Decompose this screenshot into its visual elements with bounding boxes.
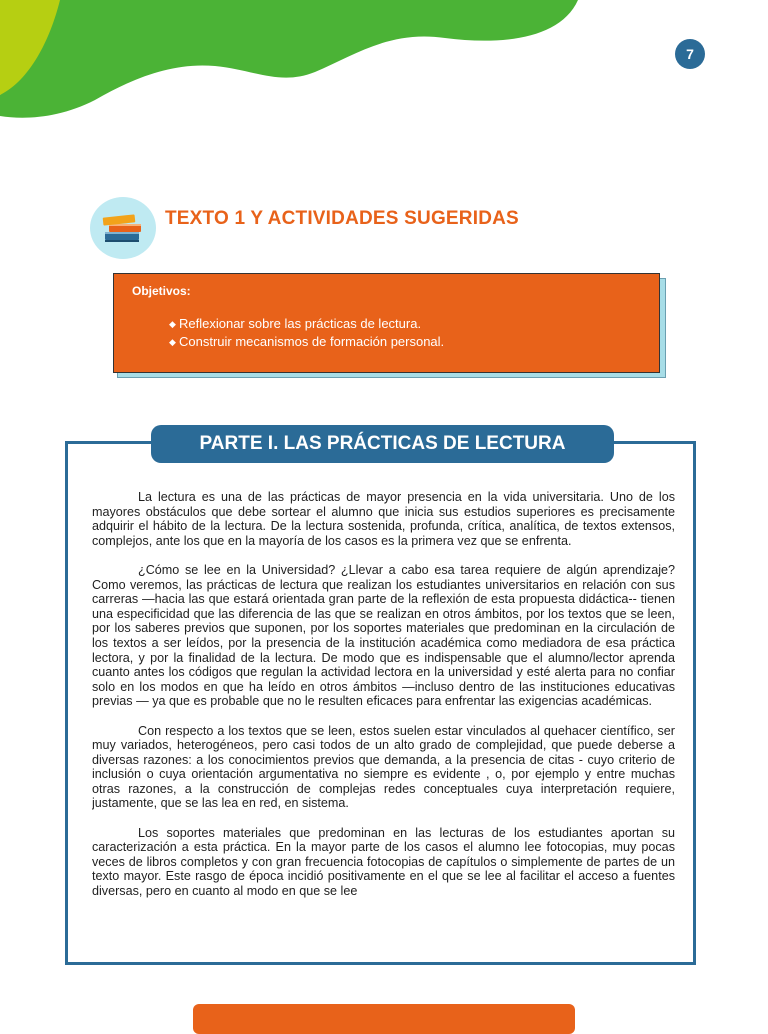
- objective-item: [169, 333, 444, 351]
- objective-text: Construir mecanismos de formación personal.: [179, 334, 445, 349]
- paragraph: Los soportes materiales que predominan en las lecturas de los estudiantes aportan su caracterización a esta práctica. En la mayor parte de los casos el alumno lee fotocopias, muy pocas veces de libros completos y con gran frecuencia fotocopias de capítulos o simplemente de partes de un texto mayor. Este rasgo de época incidió positivamente en el que se lee al facilitar el acceso a fuentes diversas, pero en cuanto al modo en que se lee: [92, 825, 675, 899]
- body-text: [92, 490, 675, 958]
- diamond-bullet-icon: ◆: [169, 337, 176, 347]
- bottom-orange-tab: [193, 1004, 575, 1034]
- objective-item: [169, 315, 444, 333]
- objective-text: Reflexionar sobre las prácticas de lectura.: [179, 316, 422, 331]
- page-number-badge: 7: [675, 39, 705, 69]
- objectives-label: Objetivos:: [132, 284, 191, 298]
- paragraph: La lectura es una de las prácticas de mayor presencia en la vida universitaria. Uno de los mayores obstáculos que debe sortear el alumno que inicia sus estudios superiores es precisamente adquirir el hábito de la lectura. De la lectura sostenida, profunda, crítica, analítica, de textos extensos, complejos, ante los que en la mayoría de los casos es la primera vez que se enfrenta.: [92, 490, 675, 548]
- paragraph: Con respecto a los textos que se leen, estos suelen estar vinculados al quehacer científico, ser muy variados, heterogéneos, pero casi todos de un alto grado de complejidad, que puede deberse a diversas razones: a los conocimientos previos que demanda, a la presencia de citas - cuyo criterio de inclusión o cuya orientación argumentativa no siempre es evidente , o, por ejemplo y entre muchas otras razones, a la construcción de complejas redes conceptuales cuya interpretación requiere, justamente, que se las lea en red, en sistema.: [92, 723, 675, 811]
- objectives-list: [169, 315, 444, 351]
- diamond-bullet-icon: ◆: [169, 319, 176, 329]
- part-title: PARTE I. LAS PRÁCTICAS DE LECTURA: [151, 425, 614, 463]
- paragraph: ¿Cómo se lee en la Universidad? ¿Llevar a cabo esa tarea requiere de algún aprendizaje? Como veremos, las prácticas de lectura que realizan los estudiantes universitarios en relación con sus carreras —hacia las que estará orientada gran parte de la reflexión de esta propuesta didáctica-- tienen una especificidad que las diferencia de las que se realizan en otros ámbitos, por los textos que se leen, por los saberes previos que suponen, por los soportes materiales que predominan en la circulación de los textos a ser leídos, por la presencia de la institución académica como mediadora de esa práctica lectora, y por la finalidad de la lectura. De modo que es indispensable que el alumno/lector aprenda cuanto antes los códigos que regulan la actividad lectora en la universidad y esté alerta para no confiar solo en los modos en que ha leído en otros ámbitos —incluso dentro de las instituciones educativas previas — ya que es probable que no le resulten eficaces para enfrentar las exigencias académicas.: [92, 562, 675, 709]
- objectives-box: [113, 273, 660, 373]
- section-title: TEXTO 1 Y ACTIVIDADES SUGERIDAS: [165, 208, 519, 229]
- decorative-wave-header: [0, 0, 768, 140]
- green-wave-shape: [0, 0, 578, 118]
- books-icon: [90, 197, 156, 259]
